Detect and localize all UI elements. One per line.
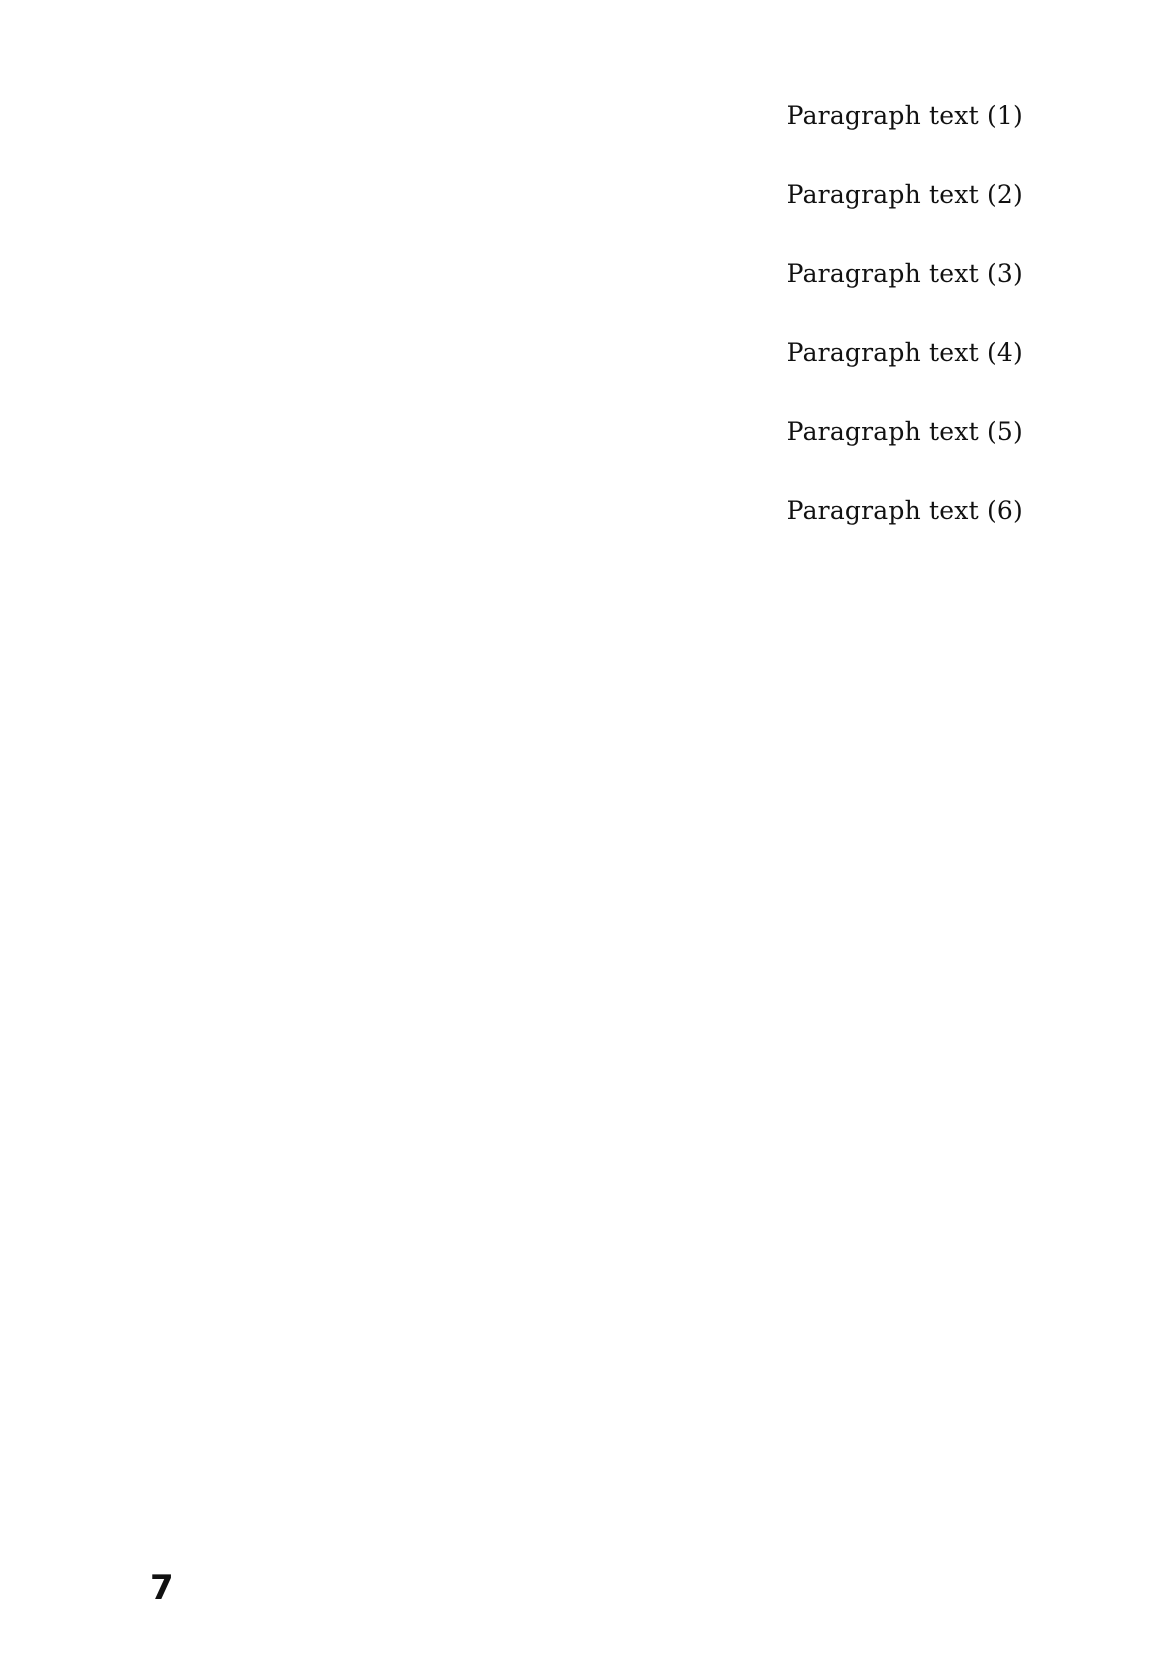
paragraph: Paragraph text (4) xyxy=(786,338,1023,367)
paragraph: Paragraph text (6) xyxy=(786,496,1023,525)
body-text xyxy=(150,86,1023,540)
paragraph: Paragraph text (5) xyxy=(786,417,1023,446)
page-number: 7 xyxy=(150,1568,174,1608)
paragraph: Paragraph text (3) xyxy=(786,259,1023,288)
paragraph: Paragraph text (1) xyxy=(786,101,1023,130)
paragraph: Paragraph text (2) xyxy=(786,180,1023,209)
